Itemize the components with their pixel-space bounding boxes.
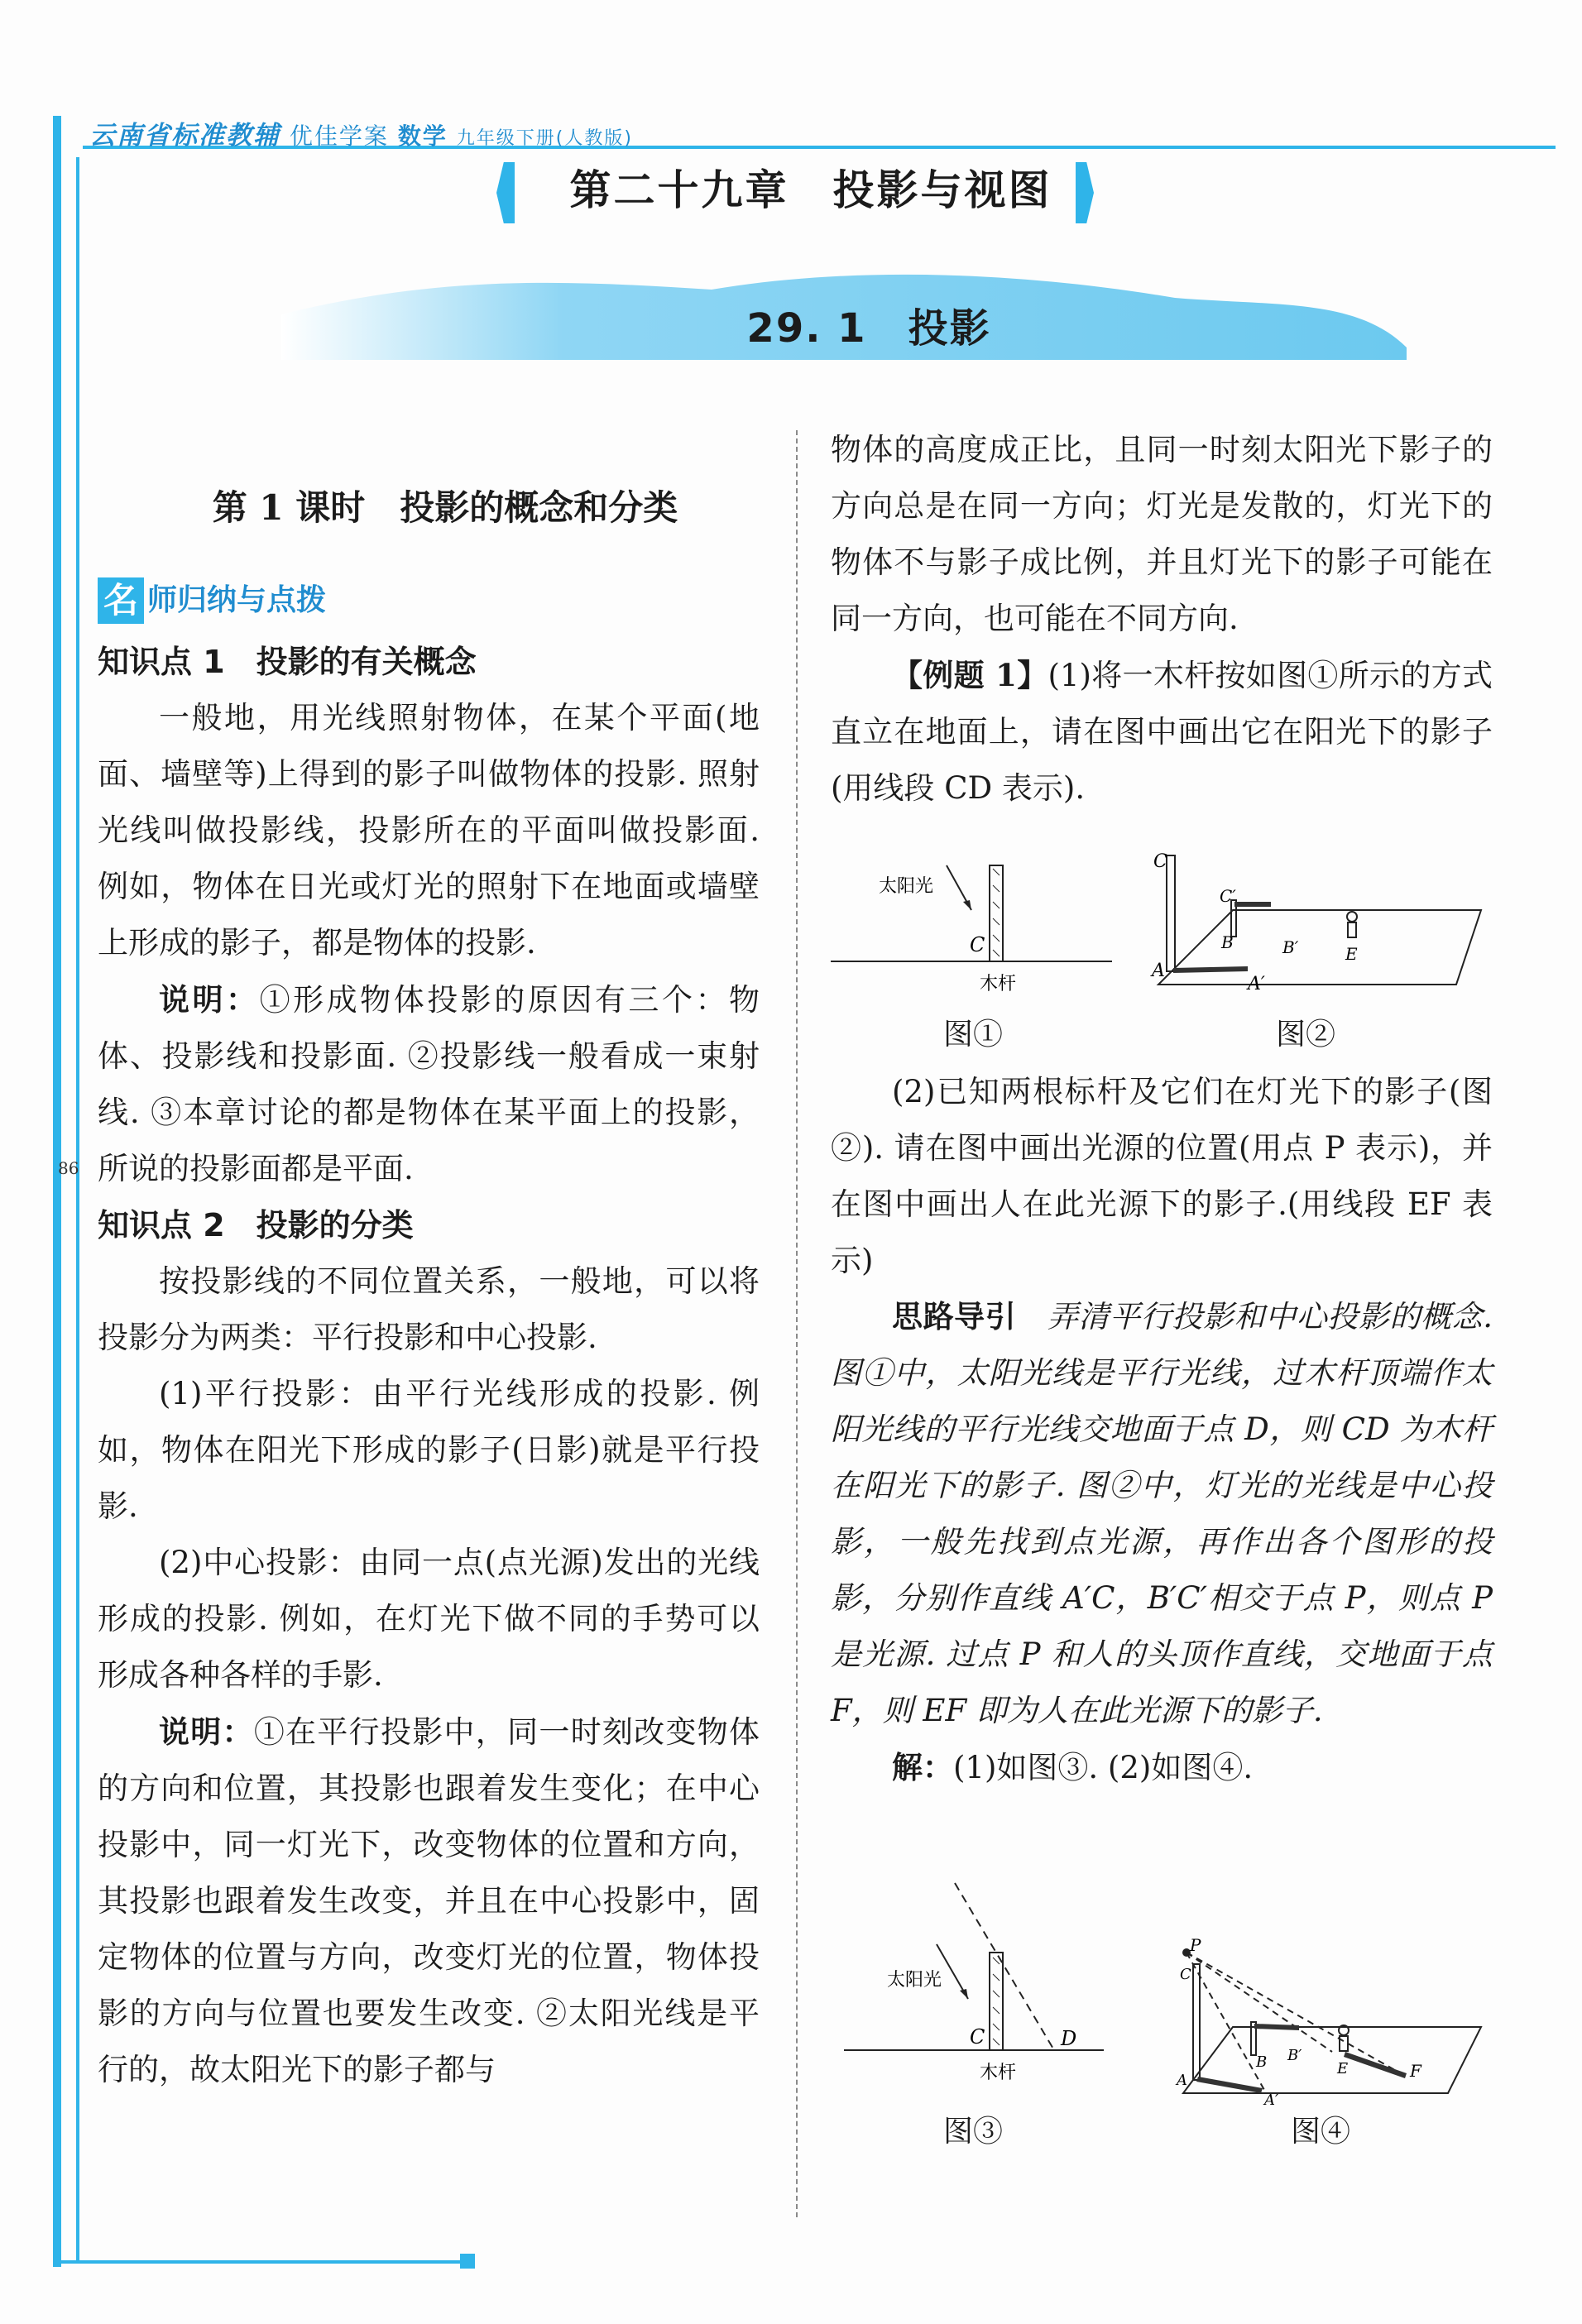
frame-bottom-line — [58, 2260, 472, 2264]
example-1-part-2: (2)已知两根标杆及它们在灯光下的影子(图②). 请在图中画出光源的位置(用点 P 表示)，并在图中画出人在此光源下的影子.(用线段 EF 表示) — [831, 1074, 1493, 1278]
frame-left-line — [76, 157, 79, 2263]
knowledge-point-1-text: 一般地，用光线照射物体，在某个平面(地面、墙壁等)上得到的影子叫做物体的投影. 照射光线叫做投影线，投影所在的平面叫做投影面. 例如，物体在日光或灯光的照射下在地面或墙壁上形成的影子，都是物体的投影. — [98, 700, 760, 961]
point-e-label-4: E — [1337, 2060, 1349, 2077]
chapter-title: 第二十九章 投影与视图 — [569, 166, 1052, 214]
example-1-part-1 — [831, 647, 1493, 817]
frame-left-bar — [53, 116, 61, 2267]
figure-3 — [831, 1870, 1129, 2093]
point-f-label-4: F — [1410, 2061, 1421, 2081]
figure-3-caption: 图③ — [943, 2115, 1004, 2149]
point-a-label-4: A — [1177, 2072, 1187, 2089]
guide-text: 弄清平行投影和中心投影的概念. 图①中，太阳光线是平行光线，过木杆顶端作太阳光线的平行光线交地面于点 D，则 CD 为木杆在阳光下的影子. 图②中，灯光的光线是中心投影，一般先找到点光源，再作出各个图形的投影，分别作直线 A′C，B′C′相交于点 P，则点 P 是光源. 过点 P 和人的头顶作直线，交地面于点 F，则 EF 即为人在此光源下的影子. — [831, 1299, 1493, 1728]
solution — [831, 1739, 1493, 1796]
central-projection-item: (2)中心投影：由同一点(点光源)发出的光线形成的投影. 例如，在灯光下做不同的手势可以形成各种各样的手影. — [98, 1545, 760, 1693]
running-header — [89, 114, 633, 151]
figure-1 — [831, 844, 1129, 1009]
example-1-part-1-text: (1)将一木杆按如图①所示的方式直立在地面上，请在图中画出它在阳光下的影子(用线段 CD 表示). — [831, 658, 1493, 806]
continued-text: 物体的高度成正比，且同一时刻太阳光下影子的方向总是在同一方向；灯光是发散的，灯光下的物体不与影子成比例，并且灯光下的影子可能在同一方向，也可能在不同方向. — [831, 432, 1493, 636]
point-d-label-3: D — [1061, 2027, 1077, 2050]
point-c-label-4: C — [1180, 1966, 1191, 1983]
note-2 — [98, 1703, 760, 2098]
pole-label-3: 木杆 — [980, 2063, 1017, 2083]
teacher-summary-badge — [98, 573, 760, 629]
point-a-label-2: A — [1152, 961, 1165, 981]
example-label: 【例题 1】 — [892, 657, 1048, 693]
knowledge-point-2-title: 知识点 2 投影的分类 — [98, 1207, 414, 1243]
header-brand: 云南省标准教辅 — [89, 121, 280, 151]
section-title: 29. 1 投影 — [746, 305, 991, 352]
point-c-label-3: C — [970, 2025, 985, 2048]
point-ap-label-4: A′ — [1264, 2092, 1279, 2109]
point-bp-label-4: B′ — [1287, 2047, 1302, 2064]
badge-icon: 名 — [98, 577, 144, 624]
note-1-label: 说明： — [159, 981, 260, 1018]
solution-text: (1)如图③. (2)如图④. — [953, 1750, 1254, 1785]
point-b-label-2: B — [1221, 932, 1234, 952]
header-subject: 数学 — [397, 122, 448, 150]
knowledge-point-1-title: 知识点 1 投影的有关概念 — [98, 644, 477, 680]
solution-label: 解： — [892, 1749, 953, 1785]
lesson-title: 第 1 课时 投影的概念和分类 — [212, 487, 678, 528]
right-column-top — [831, 422, 1493, 817]
header-series: 优佳学案 — [289, 122, 389, 150]
sunlight-label-1: 太阳光 — [879, 876, 934, 897]
solution-guide — [831, 1289, 1493, 1739]
note-1 — [98, 971, 760, 1197]
figure-4 — [1158, 1928, 1489, 2110]
point-bp-label-2: B′ — [1282, 937, 1299, 957]
figure-2-caption: 图② — [1276, 1018, 1336, 1052]
badge-label: 师归纳与点拨 — [147, 583, 327, 617]
point-p-label-4: P — [1190, 1935, 1201, 1955]
point-cp-label-2: C′ — [1220, 886, 1236, 906]
point-e-label-2: E — [1345, 944, 1358, 964]
page-number: 86 — [58, 1158, 79, 1178]
column-divider — [796, 430, 798, 2217]
pole-label-1: 木杆 — [980, 974, 1017, 994]
frame-bottom-marker — [460, 2254, 475, 2269]
guide-label: 思路导引 — [892, 1299, 1017, 1335]
figure-1-caption: 图① — [943, 1018, 1004, 1052]
parallel-projection-item: (1)平行投影：由平行光线形成的投影. 例如，物体在阳光下形成的影子(日影)就是平行投影. — [98, 1376, 760, 1524]
note-2-text: ①在平行投影中，同一时刻改变物体的方向和位置，其投影也跟着发生变化；在中心投影中，同一灯光下，改变物体的位置和方向，其投影也跟着发生改变，并且在中心投影中，固定物体的位置与方向，改变灯光的位置，物体投影的方向与位置也要发生改变. ②太阳光线是平行的，故太阳光下的影子都与 — [98, 1714, 760, 2087]
figure-2 — [1142, 844, 1489, 1009]
left-column — [98, 463, 760, 2098]
point-b-label-4: B — [1256, 2053, 1268, 2071]
note-2-label: 说明： — [159, 1713, 254, 1750]
sunlight-label-3: 太阳光 — [887, 1970, 942, 1991]
right-column-middle — [831, 1064, 1493, 1796]
note-1-text: ①形成物体投影的原因有三个：物体、投影线和投影面. ②投影线一般看成一束射线. ③本章讨论的都是物体在某平面上的投影，所说的投影面都是平面. — [98, 982, 760, 1186]
point-c-label-1: C — [970, 933, 985, 956]
header-grade: 九年级下册(人教版) — [456, 128, 633, 149]
figure-4-caption: 图④ — [1291, 2115, 1351, 2149]
point-ap-label-2: A′ — [1248, 974, 1265, 994]
point-c-label-2: C — [1153, 851, 1167, 872]
knowledge-point-2-text: 按投影线的不同位置关系，一般地，可以将投影分为两类：平行投影和中心投影. — [98, 1263, 760, 1355]
